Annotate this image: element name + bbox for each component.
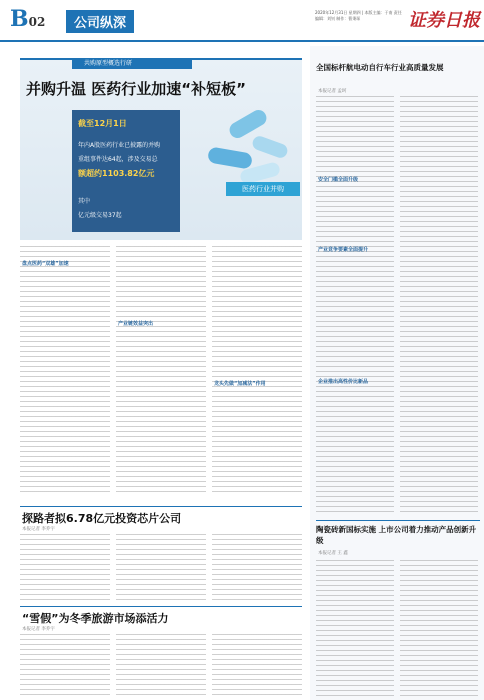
subhead: 产业链效益突出 bbox=[118, 321, 154, 327]
divider bbox=[20, 506, 302, 507]
subhead: 企业推出高性价比新品 bbox=[318, 379, 369, 385]
section-title: 公司纵深 bbox=[66, 10, 134, 33]
subhead: 龙头先做“加减法”作用 bbox=[214, 381, 266, 387]
article-text-column bbox=[316, 560, 394, 698]
byline: 本报记者 孟珂 bbox=[318, 89, 347, 94]
capsule-illustration bbox=[200, 110, 298, 228]
byline: 本报记者 李乔宇 bbox=[22, 627, 55, 632]
lead-article-title: 并购升温 医药行业加速“补短板” bbox=[26, 80, 246, 98]
article-text-column bbox=[20, 634, 110, 696]
stat-line-3: 额超约1103.82亿元 bbox=[78, 169, 155, 178]
article-text-column bbox=[400, 96, 478, 516]
byline: 本报记者 李乔宇 bbox=[22, 527, 55, 532]
bottom-article-title-2: “雪假”为冬季旅游市场添活力 bbox=[22, 612, 169, 625]
stat-panel bbox=[72, 110, 180, 232]
bottom-article-title: 探路者拟6.78亿元投资芯片公司 bbox=[22, 512, 182, 525]
article-text-column bbox=[316, 96, 394, 516]
article-text-column bbox=[212, 534, 302, 602]
right-top-title: 全国标杆航电动自行车行业高质量发展 bbox=[316, 63, 444, 72]
article-text-column bbox=[212, 634, 302, 696]
article-text-column bbox=[20, 246, 110, 496]
capsule-shape bbox=[227, 107, 270, 141]
article-text-column bbox=[212, 246, 302, 496]
stat-line-2: 重组事件达64起，涉及交易总 bbox=[78, 156, 158, 163]
stat-line-5: 亿元级交易37起 bbox=[78, 212, 122, 219]
divider bbox=[316, 520, 480, 521]
page-number: B02 bbox=[10, 6, 46, 32]
article-text-column bbox=[116, 634, 206, 696]
capsule-shape bbox=[251, 134, 290, 159]
right-bottom-title: 陶瓷砖新国标实施 上市公司着力推动产品创新升级 bbox=[316, 525, 477, 545]
subhead: 盘点医药“双雄”加速 bbox=[22, 261, 69, 267]
article-text-column bbox=[400, 560, 478, 698]
stat-date: 截至12月1日 bbox=[78, 119, 127, 128]
article-text-column bbox=[116, 246, 206, 496]
subhead: 产业竞争要素全面提升 bbox=[318, 247, 369, 253]
stat-line-4: 其中 bbox=[78, 198, 91, 205]
capsule-shape bbox=[207, 146, 253, 169]
newspaper-logo: 证券日报 bbox=[408, 10, 480, 31]
header-info: 2020年12月31日 星期四 | 本版主编：于南 责任编辑：刘钊 制作：曹秉琛 bbox=[315, 10, 402, 21]
divider bbox=[20, 606, 302, 607]
article-text-column bbox=[116, 534, 206, 602]
byline: 本报记者 王 鑫 bbox=[318, 551, 348, 556]
hero-caption: 医药行业并购 bbox=[226, 182, 300, 196]
stat-line-1: 年内A股医药行业已披露的并购 bbox=[78, 142, 161, 149]
page-header bbox=[0, 0, 484, 42]
article-text-column bbox=[20, 534, 110, 602]
column-tag: 共购原型概选行研 bbox=[72, 58, 192, 69]
subhead: 安全门槛全面升级 bbox=[318, 177, 359, 183]
